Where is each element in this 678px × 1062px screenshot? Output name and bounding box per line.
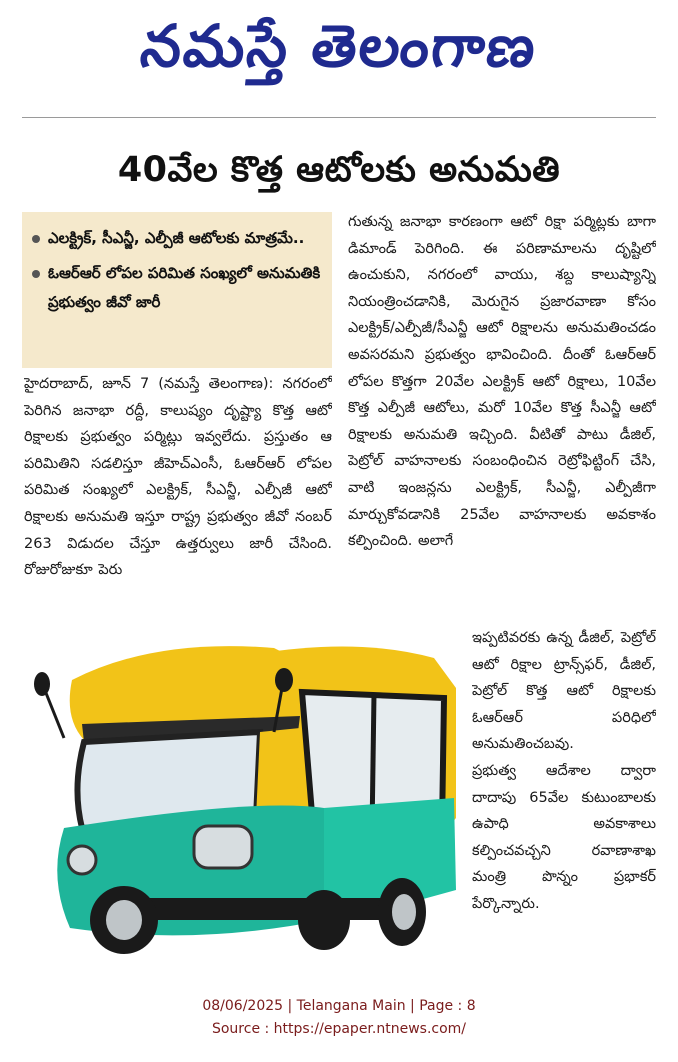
highlight-item <box>32 259 322 317</box>
footer-source: Source : https://epaper.ntnews.com/ <box>211 1021 467 1037</box>
masthead <box>0 6 678 86</box>
article-paragraph: ఇప్పటివరకు ఉన్న డీజిల్, పెట్రోల్ ఆటో రిక్షాల ట్రాన్స్‌ఫర్, డీజిల్, పెట్రోల్ కొత్త ఆటో రిక్షాలకు ఓఆర్ఆర్ పరిధిలో అనుమతించబవు. <box>472 630 656 753</box>
article-paragraph: గుతున్న జనాభా కారణంగా ఆటో రిక్షా పర్మిట్లకు బాగా డిమాండ్ పెరిగింది. ఈ పరిణామాలను దృష్టిలో ఉంచుకుని, నగరంలో వాయు, శబ్ద కాలుష్యాన్ని నియంత్రించడానికి, మెరుగైన ప్రజారవాణా కోసం ఎలక్ట్రిక్/ఎల్పీజీ/సీఎన్జీ ఆటో రిక్షాలను అనుమతించడం అవసరమని ప్రభుత్వం భావించింది. దీంతో ఓఆర్ఆర్ లోపల కొత్తగా 20వేల ఎలక్ట్రిక్ ఆటో రిక్షాలు, 10వేల కొత్త ఎల్పీజీ ఆటోలు, మరో 10వేల కొత్త సీఎన్జీ ఆటో రిక్షాలకు అనుమతి ఇచ్చింది. వీటితో పాటు డీజిల్, పెట్రోల్ వాహనాలకు సంబంధించిన రెట్రోఫిట్టింగ్ చేసి, వాటి ఇంజన్లను ఎలక్ట్రిక్, సీఎన్జీ, ఎల్పీజీగా మార్చుకోవడానికి 25వేల వాహనాలకు అవకాశం కల్పించింది. అలాగే <box>348 214 656 550</box>
top-divider <box>22 117 656 118</box>
article-column-wrap <box>472 625 656 957</box>
footer-dateline: 08/06/2025 | Telangana Main | Page : 8 <box>202 998 476 1014</box>
highlight-text: ఎలక్ట్రిక్, సీఎన్జీ, ఎల్పీజీ ఆటోలకు మాత్రమే.. <box>48 229 305 247</box>
article-paragraph: హైదరాబాద్, జూన్ 7 (నమస్తే తెలంగాణ): నగరంలో పెరిగిన జనాభా రద్దీ, కాలుష్యం దృష్ట్యా కొత్త ఆటో రిక్షాలకు ప్రభుత్వం పర్మిట్లు ఇవ్వలేదు. ప్రస్తుతం ఆ పరిమితిని సడలిస్తూ జీహెచ్ఎంసీ, ఓఆర్ఆర్ లోపల పరిమిత సంఖ్యలో ఎలక్ట్రిక్, సీఎన్జీ, ఎల్పీజీ ఆటో రిక్షాలకు అనుమతి ఇస్తూ రాష్ట్ర ప్రభుత్వం జీవో నంబర్ 263 విడుదల చేస్తూ ఉత్తర్వులు జారీ చేసింది. రోజురోజుకూ పెరు <box>24 376 332 579</box>
article-column-left <box>24 371 332 613</box>
bullet-icon <box>32 270 40 278</box>
article-paragraph: ప్రభుత్వ ఆదేశాల ద్వారా దాదాపు 65వేల కుటుంబాలకు ఉపాధి అవకాశాలు కల్పించవచ్చని రవాణాశాఖ మంత్రి పొన్నం ప్రభాకర్ పేర్కొన్నారు. <box>472 762 656 912</box>
article-headline: 40వేల కొత్త ఆటోలకు అనుమతి <box>117 150 561 190</box>
newspaper-logo: నమస్తే తెలంగాణ <box>137 12 541 80</box>
auto-rickshaw-photo <box>24 628 470 958</box>
highlight-text: ఓఆర్ఆర్ లోపల పరిమిత సంఖ్యలో అనుమతికి ప్రభుత్వం జీవో జారీ <box>48 264 321 311</box>
highlights-box <box>22 212 332 368</box>
article-column-right <box>348 209 656 613</box>
bullet-icon <box>32 235 40 243</box>
highlight-item <box>32 224 322 253</box>
